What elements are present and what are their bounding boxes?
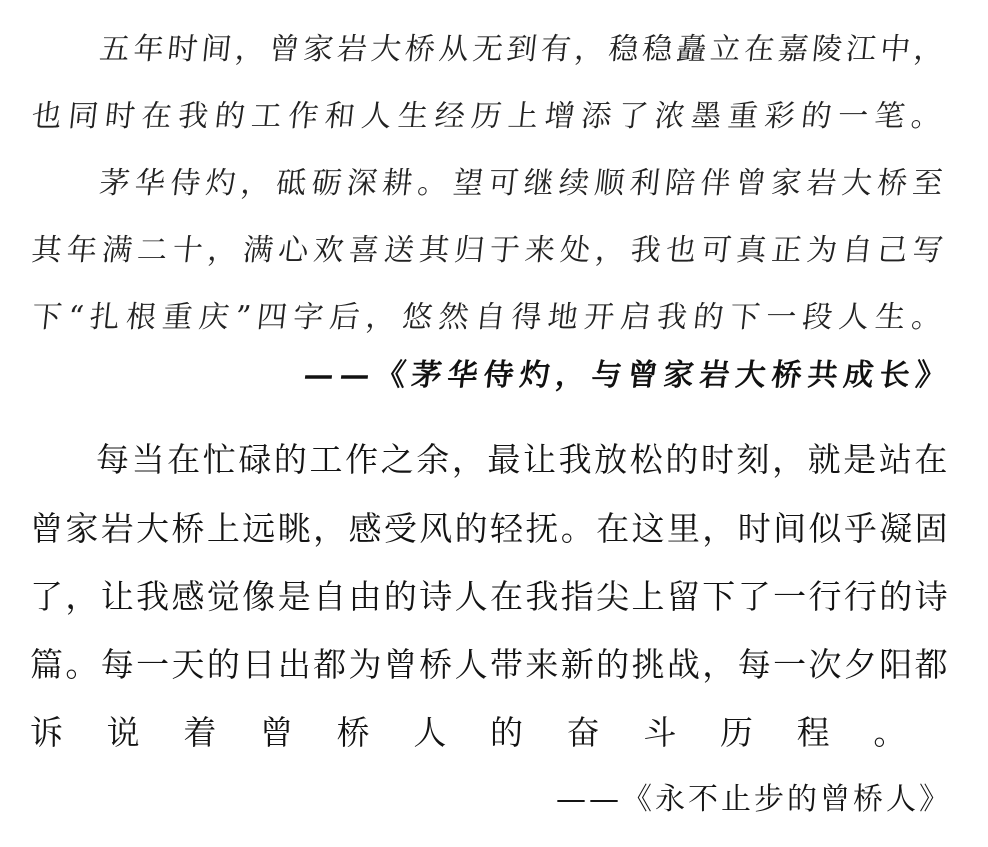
passage-two-line-5: 诉说着曾桥人的奋斗历程。 (30, 713, 950, 752)
passage-one-line-5: 下“扎根重庆”四字后，悠然自得地开启我的下一段人生。 (29, 300, 950, 335)
passage-one-line-4: 其年满二十，满心欢喜送其归于来处，我也可真正为自己写 (29, 233, 950, 268)
passage-one-line-2: 也同时在我的工作和人生经历上增添了浓墨重彩的一笔。 (29, 99, 950, 134)
passage-two-line-1: 每当在忙碌的工作之余，最让我放松的时刻，就是站在 (96, 440, 950, 479)
passage-two-attribution: ——《永不止步的曾桥人》 (556, 782, 952, 817)
passage-one-line-3: 茅华侍灼，砥砺深耕。望可继续顺利陪伴曾家岩大桥至 (97, 166, 950, 201)
passage-two-line-2: 曾家岩大桥上远眺，感受风的轻抚。在这里，时间似乎凝固 (30, 509, 950, 548)
passage-one-attribution: ——《茅华侍灼，与曾家岩大桥共成长》 (301, 358, 954, 393)
passage-one-line-1: 五年时间，曾家岩大桥从无到有，稳稳矗立在嘉陵江中， (97, 32, 950, 67)
passage-two-line-4: 篇。每一天的日出都为曾桥人带来新的挑战，每一次夕阳都 (30, 645, 950, 684)
passage-two-line-3: 了，让我感觉像是自由的诗人在我指尖上留下了一行行的诗 (30, 577, 950, 616)
